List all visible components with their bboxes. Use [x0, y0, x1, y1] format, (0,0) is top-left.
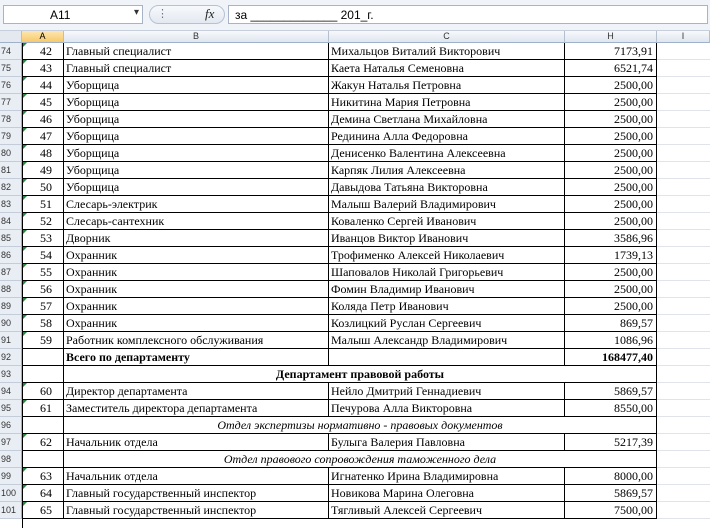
cell-position[interactable]: Главный государственный инспектор — [64, 502, 329, 519]
cell-number[interactable] — [22, 485, 64, 502]
cell-amount[interactable]: 2500,00 — [565, 145, 657, 162]
cell-name[interactable]: Карпяк Лилия Алексеевна — [329, 162, 565, 179]
cell-position[interactable]: Уборщица — [64, 162, 329, 179]
column-header-b[interactable]: B — [64, 31, 329, 43]
cell-empty[interactable] — [657, 417, 710, 434]
cell-amount[interactable]: 3586,96 — [565, 230, 657, 247]
row-header[interactable]: 79 — [0, 128, 22, 145]
cell-number[interactable] — [22, 60, 64, 77]
cell-number[interactable] — [22, 43, 64, 60]
cell-name[interactable]: Жакун Наталья Петровна — [329, 77, 565, 94]
cell-amount[interactable]: 2500,00 — [565, 77, 657, 94]
cell-empty[interactable] — [657, 383, 710, 400]
cell-position[interactable]: Охранник — [64, 264, 329, 281]
cell-number-value: 63 — [40, 469, 52, 483]
cell-name[interactable]: Никитина Мария Петровна — [329, 94, 565, 111]
cell-number-value: 59 — [40, 333, 52, 347]
cell-amount[interactable]: 2500,00 — [565, 179, 657, 196]
cell-amount[interactable]: 2500,00 — [565, 162, 657, 179]
cell-number-value: 49 — [40, 163, 52, 177]
row-header[interactable]: 82 — [0, 179, 22, 196]
cell-position[interactable]: Главный специалист — [64, 43, 329, 60]
cell-total-amount[interactable]: 168477,40 — [565, 349, 657, 366]
cell-empty[interactable] — [657, 230, 710, 247]
select-all-corner[interactable] — [0, 31, 22, 43]
cell-position[interactable]: Слесарь-сантехник — [64, 213, 329, 230]
cell-number-value: 64 — [40, 486, 52, 500]
cell-empty[interactable] — [657, 111, 710, 128]
grip-icon: ⋮ — [157, 8, 168, 20]
cell-amount[interactable]: 8550,00 — [565, 400, 657, 417]
cell-section-title[interactable]: Департамент правовой работы — [64, 366, 657, 383]
cell-position[interactable]: Дворник — [64, 230, 329, 247]
cell-empty[interactable] — [657, 502, 710, 519]
cell-position[interactable]: Уборщица — [64, 145, 329, 162]
cell-number-value: 53 — [40, 231, 52, 245]
cell-number[interactable] — [22, 94, 64, 111]
cell-position[interactable]: Уборщица — [64, 179, 329, 196]
cell-name[interactable]: Рединина Алла Федоровна — [329, 128, 565, 145]
row-header[interactable]: 101 — [0, 502, 22, 519]
cell-number[interactable] — [22, 383, 64, 400]
cell-empty[interactable] — [657, 315, 710, 332]
cell-empty[interactable] — [657, 281, 710, 298]
cell-name[interactable]: Демина Светлана Михайловна — [329, 111, 565, 128]
row-header[interactable]: 84 — [0, 213, 22, 230]
cell-name[interactable]: Каета Наталья Семеновна — [329, 60, 565, 77]
cell-position[interactable]: Главный государственный инспектор — [64, 485, 329, 502]
cell-number[interactable] — [22, 264, 64, 281]
cell-number[interactable] — [22, 434, 64, 451]
cell-number-value: 50 — [40, 180, 52, 194]
column-header-c[interactable]: C — [329, 31, 565, 43]
row-header[interactable]: 77 — [0, 94, 22, 111]
row-header[interactable]: 98 — [0, 451, 22, 468]
row-header[interactable]: 93 — [0, 366, 22, 383]
cell-number[interactable] — [22, 145, 64, 162]
cell-number[interactable] — [22, 332, 64, 349]
cell-position[interactable]: Уборщица — [64, 111, 329, 128]
cell-amount[interactable]: 2500,00 — [565, 281, 657, 298]
cell-amount[interactable]: 7173,91 — [565, 43, 657, 60]
cell-name[interactable]: Тягливый Алексей Сергеевич — [329, 502, 565, 519]
cell-name[interactable]: Малыш Валерий Владимирович — [329, 196, 565, 213]
cell-position[interactable]: Охранник — [64, 315, 329, 332]
cell-number[interactable] — [22, 179, 64, 196]
cell-amount[interactable]: 2500,00 — [565, 196, 657, 213]
cell-number-value: 57 — [40, 299, 52, 313]
cell-number[interactable] — [22, 230, 64, 247]
cell-number-value: 52 — [40, 214, 52, 228]
cell-number[interactable] — [22, 213, 64, 230]
name-box[interactable] — [3, 5, 143, 24]
column-header-i[interactable]: I — [657, 31, 710, 43]
cell-name[interactable]: Денисенко Валентина Алексеевна — [329, 145, 565, 162]
cell-number-value: 62 — [40, 435, 52, 449]
cell-amount[interactable]: 2500,00 — [565, 264, 657, 281]
cell-number-value: 47 — [40, 129, 52, 143]
cell-name[interactable]: Фомин Владимир Иванович — [329, 281, 565, 298]
cell-empty[interactable] — [657, 247, 710, 264]
cell-name[interactable]: Трофименко Алексей Николаевич — [329, 247, 565, 264]
cell-number[interactable] — [22, 196, 64, 213]
cell-amount[interactable]: 8000,00 — [565, 468, 657, 485]
chevron-down-icon[interactable]: ▾ — [133, 7, 139, 18]
cell-number[interactable] — [22, 315, 64, 332]
cell-position[interactable]: Работник комплексного обслуживания — [64, 332, 329, 349]
cell-number-value: 54 — [40, 248, 52, 262]
cell-empty[interactable] — [657, 94, 710, 111]
cell-position[interactable]: Заместитель директора департамента — [64, 400, 329, 417]
row-header[interactable]: 75 — [0, 60, 22, 77]
cell-empty[interactable] — [657, 332, 710, 349]
row-header[interactable]: 96 — [0, 417, 22, 434]
cell-position[interactable]: Уборщица — [64, 77, 329, 94]
cell-empty[interactable] — [657, 298, 710, 315]
row-header[interactable]: 90 — [0, 315, 22, 332]
row-header[interactable]: 87 — [0, 264, 22, 281]
cell-name[interactable]: Новикова Марина Олеговна — [329, 485, 565, 502]
cell-name[interactable]: Коляда Петр Иванович — [329, 298, 565, 315]
cell-amount[interactable]: 7500,00 — [565, 502, 657, 519]
cell-empty[interactable] — [657, 60, 710, 77]
cell-number-value: 51 — [40, 197, 52, 211]
cell-number-value: 45 — [40, 95, 52, 109]
row-header[interactable]: 94 — [0, 383, 22, 400]
column-header-a[interactable]: A — [22, 31, 64, 43]
cell-number[interactable] — [22, 349, 64, 366]
cell-empty[interactable] — [657, 349, 710, 366]
cell-amount[interactable]: 2500,00 — [565, 111, 657, 128]
cell-subsection-title[interactable]: Отдел правового сопровождения таможенного дела — [64, 451, 657, 468]
cell-number[interactable] — [22, 400, 64, 417]
cell-name[interactable]: Шаповалов Николай Григорьевич — [329, 264, 565, 281]
cell-empty[interactable] — [657, 400, 710, 417]
cell-name[interactable]: Печурова Алла Викторовна — [329, 400, 565, 417]
cell-empty[interactable] — [657, 43, 710, 60]
cell-number-value: 60 — [40, 384, 52, 398]
cell-name[interactable] — [329, 349, 565, 366]
cell-number-value: 56 — [40, 282, 52, 296]
cell-number[interactable] — [22, 468, 64, 485]
cell-number[interactable] — [22, 77, 64, 94]
row-header[interactable]: 86 — [0, 247, 22, 264]
row-header[interactable]: 80 — [0, 145, 22, 162]
cell-number-value: 46 — [40, 112, 52, 126]
cell-subsection-title[interactable]: Отдел экспертизы нормативно - правовых документов — [64, 417, 657, 434]
row-header[interactable]: 74 — [0, 43, 22, 60]
cell-name[interactable]: Булыга Валерия Павловна — [329, 434, 565, 451]
cell-position[interactable]: Охранник — [64, 247, 329, 264]
cell-number[interactable] — [22, 451, 64, 468]
cell-empty[interactable] — [657, 145, 710, 162]
row-header[interactable]: 97 — [0, 434, 22, 451]
cell-position[interactable]: Начальник отдела — [64, 468, 329, 485]
cell-amount[interactable]: 2500,00 — [565, 128, 657, 145]
cell-number[interactable] — [22, 247, 64, 264]
cell-number[interactable] — [22, 162, 64, 179]
cell-name[interactable]: Козлицкий Руслан Сергеевич — [329, 315, 565, 332]
cell-empty[interactable] — [657, 264, 710, 281]
cell-empty[interactable] — [657, 434, 710, 451]
cell-number-value: 43 — [40, 61, 52, 75]
column-header-h[interactable]: H — [565, 31, 657, 43]
cell-amount[interactable]: 1086,96 — [565, 332, 657, 349]
cell-empty[interactable] — [657, 77, 710, 94]
cell-number-value: 61 — [40, 401, 52, 415]
cell-number-value: 48 — [40, 146, 52, 160]
cell-number[interactable] — [22, 111, 64, 128]
cell-empty[interactable] — [657, 179, 710, 196]
row-header[interactable]: 88 — [0, 281, 22, 298]
row-header[interactable]: 95 — [0, 400, 22, 417]
cell-name[interactable]: Малыш Александр Владимирович — [329, 332, 565, 349]
cell-name[interactable]: Игнатенко Ирина Владимировна — [329, 468, 565, 485]
row-header[interactable]: 89 — [0, 298, 22, 315]
row-header[interactable]: 85 — [0, 230, 22, 247]
cell-empty[interactable] — [657, 468, 710, 485]
row-header[interactable]: 76 — [0, 77, 22, 94]
cell-amount[interactable]: 6521,74 — [565, 60, 657, 77]
cell-total-label[interactable]: Всего по департаменту — [64, 349, 329, 366]
cell-number[interactable] — [22, 502, 64, 519]
cell-name[interactable]: Иванцов Виктор Иванович — [329, 230, 565, 247]
row-header[interactable]: 78 — [0, 111, 22, 128]
row-header[interactable]: 83 — [0, 196, 22, 213]
cell-name[interactable]: Нейло Дмитрий Геннадиевич — [329, 383, 565, 400]
row-header[interactable]: 92 — [0, 349, 22, 366]
cell-number-value: 65 — [40, 503, 52, 517]
cell-position[interactable]: Слесарь-электрик — [64, 196, 329, 213]
cell-position[interactable]: Главный специалист — [64, 60, 329, 77]
formula-bar — [0, 0, 710, 31]
formula-buttons — [149, 5, 225, 24]
cell-name[interactable]: Давыдова Татьяна Викторовна — [329, 179, 565, 196]
cell-number-value: 55 — [40, 265, 52, 279]
cell-empty[interactable] — [657, 366, 710, 383]
cell-amount[interactable]: 2500,00 — [565, 213, 657, 230]
cell-empty[interactable] — [657, 485, 710, 502]
insert-function-button[interactable]: fx — [205, 6, 215, 21]
cell-amount[interactable]: 5869,57 — [565, 383, 657, 400]
cell-amount[interactable]: 5217,39 — [565, 434, 657, 451]
cell-amount[interactable]: 5869,57 — [565, 485, 657, 502]
cell-empty[interactable] — [657, 196, 710, 213]
cell-position[interactable]: Охранник — [64, 298, 329, 315]
cell-amount[interactable]: 2500,00 — [565, 298, 657, 315]
row-header[interactable]: 100 — [0, 485, 22, 502]
cell-number[interactable] — [22, 417, 64, 434]
row-header[interactable]: 91 — [0, 332, 22, 349]
cell-number[interactable] — [22, 298, 64, 315]
cell-empty[interactable] — [657, 451, 710, 468]
cell-number[interactable] — [22, 128, 64, 145]
cell-position[interactable]: Уборщица — [64, 94, 329, 111]
cell-number[interactable] — [22, 366, 64, 383]
formula-input[interactable]: за _____________ 201_г. — [228, 5, 708, 24]
row-header[interactable]: 99 — [0, 468, 22, 485]
cell-position[interactable]: Уборщица — [64, 128, 329, 145]
cell-position[interactable]: Директор департамента — [64, 383, 329, 400]
cell-empty[interactable] — [657, 128, 710, 145]
cell-position[interactable]: Охранник — [64, 281, 329, 298]
cell-empty[interactable] — [657, 162, 710, 179]
row-header[interactable]: 81 — [0, 162, 22, 179]
cell-number[interactable] — [22, 281, 64, 298]
cell-number-value: 58 — [40, 316, 52, 330]
cell-number-value: 44 — [40, 78, 52, 92]
cell-name[interactable]: Коваленко Сергей Иванович — [329, 213, 565, 230]
cell-amount[interactable]: 869,57 — [565, 315, 657, 332]
cell-number-value: 42 — [40, 44, 52, 58]
name-box-value: A11 — [50, 8, 71, 22]
cell-position[interactable]: Начальник отдела — [64, 434, 329, 451]
cell-amount[interactable]: 2500,00 — [565, 94, 657, 111]
cell-empty[interactable] — [657, 213, 710, 230]
cell-name[interactable]: Михальцов Виталий Викторович — [329, 43, 565, 60]
cell-amount[interactable]: 1739,13 — [565, 247, 657, 264]
